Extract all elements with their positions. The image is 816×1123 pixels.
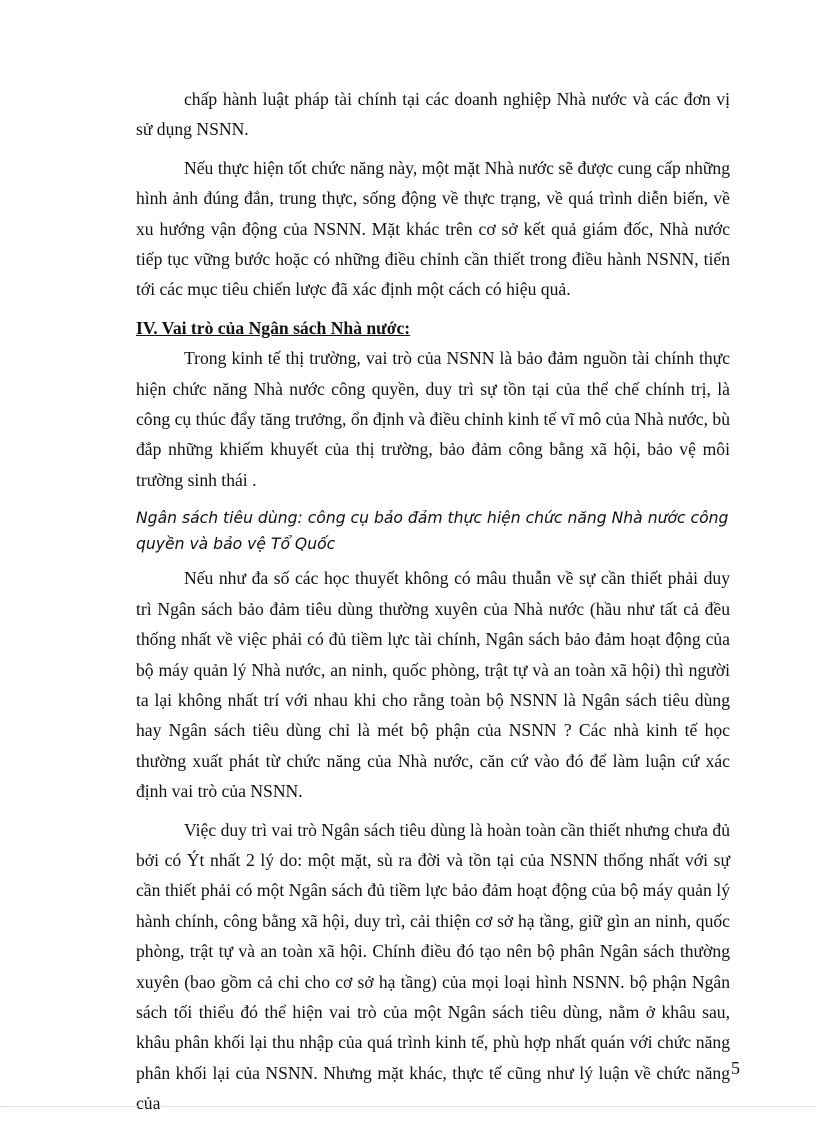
section-heading: IV. Vai trò của Ngân sách Nhà nước: <box>136 317 411 338</box>
paragraph-1: chấp hành luật pháp tài chính tại các doanh nghiệp Nhà nước và các đơn vị sử dụng NSNN. <box>136 89 730 140</box>
section-subheading: Ngân sách tiêu dùng: công cụ bảo đảm thực hiện chức năng Nhà nước công quyền và bảo vệ Tổ Quốc <box>136 509 729 554</box>
page-bottom-divider <box>0 1106 816 1107</box>
paragraph-2: Nếu thực hiện tốt chức năng này, một mặt Nhà nước sẽ được cung cấp những hình ảnh đúng đắn, trung thực, sống động về thực trạng, về quá trình diễn biến, về xu hướng vận động của NSNN. Mặt khác trên cơ sở kết quả giám đốc, Nhà nước tiếp tục vững bước hoặc có những điều chỉnh cần thiết trong điều hành NSNN, tiến tới các mục tiêu chiến lược đã xác định một cách có hiệu quả. <box>136 157 730 300</box>
paragraph-3: Trong kinh tế thị trường, vai trò của NSNN là bảo đảm nguồn tài chính thực hiện chức năng Nhà nước công quyền, duy trì sự tồn tại của thể chế chính trị, là công cụ thúc đẩy tăng trưởng, ổn định và điều chỉnh kinh tế vĩ mô của Nhà nước, bù đắp những khiếm khuyết của thị trường, bảo đảm công bằng xã hội, bảo vệ môi trường sinh thái . <box>136 348 730 490</box>
page-number: 5 <box>731 1058 740 1078</box>
paragraph-5: Việc duy trì vai trò Ngân sách tiêu dùng là hoàn toàn cần thiết nhưng chưa đủ bởi có Ýt nhất 2 lý do: một mặt, sù ra đời và tồn tại của NSNN thống nhất với sự cần thiết phải có một Ngân sách đủ tiềm lực bảo đảm hoạt động của bộ máy quản lý hành chính, công bằng xã hội, duy trì, cải thiện cơ sở hạ tầng, giữ gìn an ninh, quốc phòng, trật tự và an toàn xã hội. Chính điều đó tạo nên bộ phân Ngân sách thường xuyên (bao gồm cả chi cho cơ sở hạ tầng) của mọi loại hình NSNN. bộ phận Ngân sách tối thiểu đó thể hiện vai trò của một Ngân sách tiêu dùng, nằm ở khâu sau, khâu phân khối lại thu nhập của quá trình kinh tế, phù hợp nhất quán với chức năng phân khối lại của NSNN. Nhưng mặt khác, thực tế cũng như lý luận về chức năng của <box>136 819 730 1114</box>
document-body <box>136 84 730 1119</box>
paragraph-4: Nếu như đa số các học thuyết không có mâu thuẫn về sự cần thiết phải duy trì Ngân sách bảo đảm tiêu dùng thường xuyên của Nhà nước (hầu như tất cả đều thống nhất về việc phải có đủ tiềm lực tài chính, Ngân sách bảo đảm hoạt động của bộ máy quản lý Nhà nước, an ninh, quốc phòng, trật tự và an toàn xã hội) thì người ta lại không nhất trí với nhau khi cho rằng toàn bộ NSNN là Ngân sách tiêu dùng hay Ngân sách tiêu dùng chỉ là mét bộ phận của NSNN ? Các nhà kinh tế học thường xuất phát từ chức năng của Nhà nước, căn cứ vào đó để làm luận cứ xác định vai trò của NSNN. <box>136 568 730 802</box>
